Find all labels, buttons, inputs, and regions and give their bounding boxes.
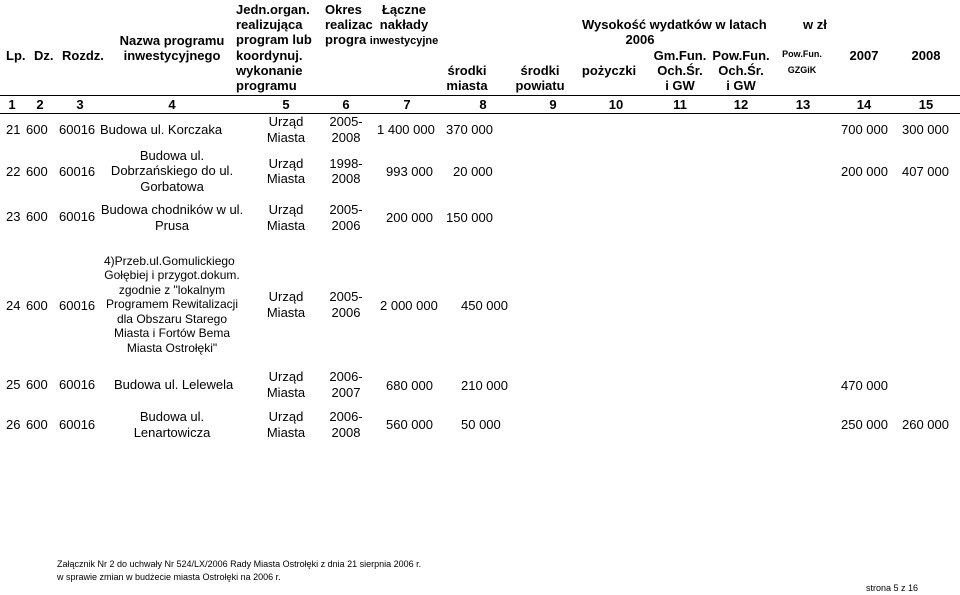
cell-nazwa: Gołębiej i przygot.dokum. <box>104 268 240 282</box>
cell-nazwa: Budowa ul. Korczaka <box>100 122 223 137</box>
cell-dz: 600 <box>26 209 48 224</box>
header-jedn-line4: koordynuj. <box>236 48 303 63</box>
cell-jedn: Miasta <box>266 171 306 186</box>
header-powfun-gzgik-line2: GZGiK <box>787 65 817 75</box>
cell-nazwa: Budowa ul. <box>139 409 205 424</box>
cell-rozdz: 60016 <box>59 209 96 224</box>
column-number: 15 <box>918 97 934 112</box>
header-gmfun-line3: i GW <box>665 78 695 93</box>
cell-laczne: 560 000 <box>386 417 433 432</box>
header-laczne-line2: nakłady <box>379 17 429 32</box>
column-number: 1 <box>8 97 16 112</box>
column-number: 8 <box>479 97 487 112</box>
cell-jedn: Urząd <box>268 409 304 424</box>
cell-okres: 1998- <box>329 156 363 171</box>
header-powfun-gzgik-line1: Pow.Fun. <box>782 49 822 59</box>
cell-nazwa: dla Obszaru Starego <box>116 312 228 326</box>
cell-srodki-miasta: 50 000 <box>461 417 501 432</box>
cell-srodki-miasta: 210 000 <box>461 378 508 393</box>
cell-jedn: Urząd <box>268 289 304 304</box>
cell-nazwa: Dobrzańskiego do ul. <box>110 163 234 178</box>
cell-okres: 2005- <box>329 202 363 217</box>
cell-dz: 600 <box>26 417 48 432</box>
header-divider <box>0 113 960 114</box>
cell-okres: 2006 <box>331 305 361 320</box>
header-laczne-line1: Łączne <box>381 2 427 17</box>
column-number: 13 <box>795 97 811 112</box>
cell-dz: 600 <box>26 298 48 313</box>
cell-okres: 2006 <box>331 218 361 233</box>
header-srodki-miasta-line2: miasta <box>446 78 488 93</box>
cell-okres: 2008 <box>331 425 361 440</box>
header-year-2006: 2006 <box>625 32 655 47</box>
cell-nazwa: Miasta i Fortów Bema <box>113 326 231 340</box>
cell-laczne: 200 000 <box>386 210 433 225</box>
header-powfun-line3: i GW <box>726 78 756 93</box>
header-laczne-line3: inwestycyjne <box>369 35 439 47</box>
header-okres-line1: Okres <box>325 2 362 17</box>
header-okres-line3: progra <box>325 32 367 47</box>
cell-okres: 2007 <box>331 385 361 400</box>
cell-rozdz: 60016 <box>59 417 96 432</box>
cell-laczne: 1 400 000 <box>377 122 435 137</box>
cell-nazwa: Miasta Ostrołęki" <box>126 341 218 355</box>
column-number: 9 <box>549 97 557 112</box>
cell-lp: 24 <box>6 298 21 313</box>
cell-nazwa: Budowa chodników w ul. <box>100 202 244 217</box>
cell-nazwa: Budowa ul. Lelewela <box>114 377 234 392</box>
cell-lp: 21 <box>6 122 21 137</box>
cell-nazwa: 4)Przeb.ul.Gomulickiego <box>104 254 235 268</box>
header-lp: Lp. <box>6 48 26 63</box>
cell-rozdz: 60016 <box>59 164 96 179</box>
column-number: 14 <box>856 97 872 112</box>
header-jedn-line6: programu <box>236 78 297 93</box>
cell-2008: 260 000 <box>902 417 949 432</box>
cell-okres: 2005- <box>329 289 363 304</box>
header-dz: Dz. <box>34 48 54 63</box>
header-gmfun-line1: Gm.Fun. <box>653 48 707 63</box>
header-divider <box>0 95 960 96</box>
cell-rozdz: 60016 <box>59 298 96 313</box>
cell-2007: 470 000 <box>841 378 888 393</box>
header-jedn-line5: wykonanie <box>236 63 303 78</box>
cell-srodki-miasta: 150 000 <box>446 210 493 225</box>
cell-jedn: Urząd <box>268 202 304 217</box>
column-number: 5 <box>282 97 290 112</box>
column-number: 2 <box>36 97 44 112</box>
cell-2008: 407 000 <box>902 164 949 179</box>
cell-nazwa: Lenartowicza <box>133 425 211 440</box>
cell-nazwa: Programem Rewitalizacji <box>105 297 239 311</box>
header-powfun-line1: Pow.Fun. <box>712 48 770 63</box>
header-srodki-miasta-line1: środki <box>447 63 487 78</box>
cell-jedn: Urząd <box>268 156 304 171</box>
header-jedn-line2: realizująca <box>236 17 303 32</box>
cell-lp: 26 <box>6 417 21 432</box>
cell-2007: 700 000 <box>841 122 888 137</box>
cell-2007: 250 000 <box>841 417 888 432</box>
cell-jedn: Miasta <box>266 218 306 233</box>
cell-lp: 25 <box>6 377 21 392</box>
header-year-2008: 2008 <box>911 48 941 63</box>
footer-resolution-line2: w sprawie zmian w budżecie miasta Ostrołęki na 2006 r. <box>57 572 281 582</box>
header-okres-line2: realizac <box>325 17 373 32</box>
cell-jedn: Miasta <box>266 130 306 145</box>
header-year-2007: 2007 <box>849 48 879 63</box>
header-nazwa-line1: Nazwa programu <box>119 33 225 48</box>
cell-srodki-miasta: 370 000 <box>446 122 493 137</box>
cell-nazwa: Prusa <box>155 218 189 233</box>
cell-laczne: 2 000 000 <box>380 298 438 313</box>
header-powfun-line2: Och.Śr. <box>718 63 764 78</box>
header-gmfun-line2: Och.Śr. <box>657 63 703 78</box>
cell-laczne: 680 000 <box>386 378 433 393</box>
cell-okres: 2005- <box>329 114 363 129</box>
cell-jedn: Urząd <box>268 114 304 129</box>
header-wysokosc: Wysokość wydatków w latach <box>582 17 767 32</box>
column-number: 4 <box>168 97 176 112</box>
header-jedn-line1: Jedn.organ. <box>236 2 310 17</box>
column-number: 3 <box>76 97 84 112</box>
cell-okres: 2006- <box>329 369 363 384</box>
cell-nazwa: Budowa ul. <box>139 148 205 163</box>
column-number: 7 <box>403 97 411 112</box>
cell-2007: 200 000 <box>841 164 888 179</box>
cell-lp: 23 <box>6 209 21 224</box>
header-pozyczki: pożyczki <box>581 63 637 78</box>
cell-2008: 300 000 <box>902 122 949 137</box>
cell-lp: 22 <box>6 164 21 179</box>
column-number: 11 <box>673 97 687 112</box>
cell-nazwa: zgodnie z "lokalnym <box>118 283 226 297</box>
cell-srodki-miasta: 20 000 <box>453 164 493 179</box>
header-wzl: w zł <box>803 17 827 32</box>
cell-jedn: Miasta <box>266 385 306 400</box>
cell-okres: 2006- <box>329 409 363 424</box>
header-srodki-powiatu-line2: powiatu <box>515 78 565 93</box>
cell-dz: 600 <box>26 164 48 179</box>
cell-laczne: 993 000 <box>386 164 433 179</box>
cell-dz: 600 <box>26 122 48 137</box>
cell-dz: 600 <box>26 377 48 392</box>
cell-nazwa: Gorbatowa <box>140 179 204 194</box>
cell-rozdz: 60016 <box>59 377 96 392</box>
column-number: 6 <box>342 97 350 112</box>
page-number: strona 5 z 16 <box>866 583 919 593</box>
header-rozdz: Rozdz. <box>62 48 104 63</box>
header-jedn-line3: program lub <box>236 32 312 47</box>
column-number: 10 <box>608 97 624 112</box>
footer-resolution-line1: Załącznik Nr 2 do uchwały Nr 524/LX/2006 Rady Miasta Ostrołęki z dnia 21 sierpnia 2006 r. <box>57 559 422 569</box>
cell-jedn: Miasta <box>266 305 306 320</box>
cell-jedn: Urząd <box>268 369 304 384</box>
header-srodki-powiatu-line1: środki <box>520 63 560 78</box>
column-number: 12 <box>733 97 749 112</box>
cell-okres: 2008 <box>331 171 361 186</box>
cell-okres: 2008 <box>331 130 361 145</box>
cell-jedn: Miasta <box>266 425 306 440</box>
cell-rozdz: 60016 <box>59 122 96 137</box>
header-nazwa-line2: inwestycyjnego <box>123 48 221 63</box>
cell-srodki-miasta: 450 000 <box>461 298 508 313</box>
